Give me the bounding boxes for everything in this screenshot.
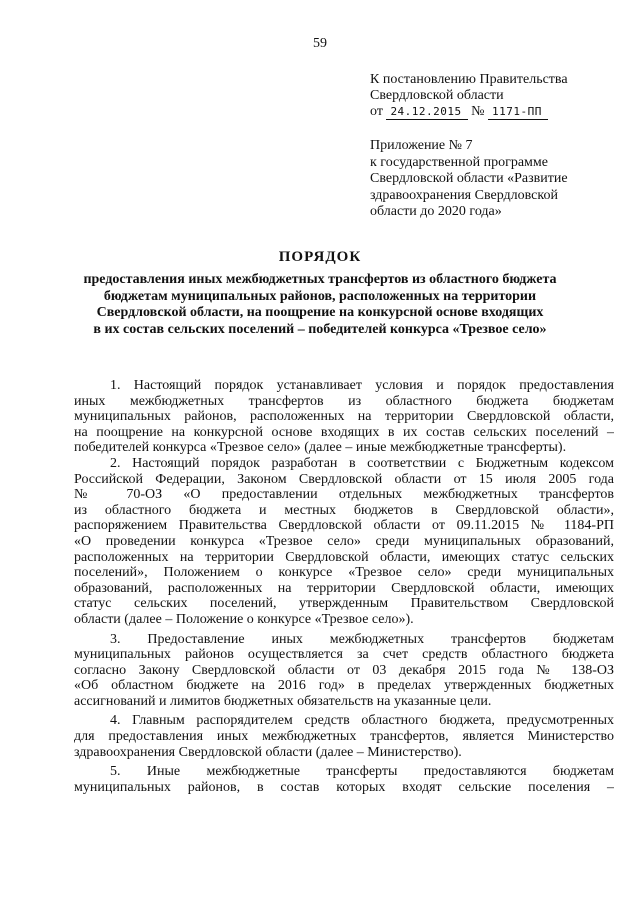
text-line: № 70-ОЗ «О предоставлении отдельных межбюджетных трансфертов bbox=[74, 487, 614, 503]
subtitle-line: Свердловской области, на поощрение на конкурсной основе входящих bbox=[96, 305, 544, 321]
appendix-line: к государственной программе bbox=[370, 154, 548, 170]
subtitle-line: бюджетам муниципальных районов, расположенных на территории bbox=[103, 288, 537, 304]
paragraph-4 bbox=[74, 713, 614, 760]
number-prefix: № bbox=[471, 104, 485, 119]
text-line: распоряжением Правительства Свердловской области от 09.11.2015 № 1184-РП bbox=[74, 518, 614, 534]
text-line: из областного бюджета и местных бюджетов в Свердловской области», bbox=[74, 502, 614, 518]
text-line: здравоохранения Свердловской области (далее – Министерство). bbox=[74, 744, 462, 760]
paragraph-5 bbox=[74, 764, 614, 795]
appendix-line: Свердловской области «Развитие bbox=[370, 171, 568, 186]
paragraph-3 bbox=[74, 632, 614, 710]
text-line: 4. Главным распорядителем средств областного бюджета, предусмотренных bbox=[110, 713, 614, 729]
page-number: 59 bbox=[313, 36, 327, 51]
text-line: «Об областном бюджете на 2016 год» в пределах утвержденных бюджетных bbox=[74, 678, 614, 694]
text-line: ассигнований и лимитов бюджетных обязательств на указанные цели. bbox=[74, 693, 492, 709]
approval-date-row bbox=[370, 104, 630, 120]
subtitle-line: предоставления иных межбюджетных трансфертов из областного бюджета bbox=[83, 272, 557, 287]
appendix-line: области до 2020 года» bbox=[370, 204, 502, 219]
document-title: ПОРЯДОК bbox=[278, 249, 362, 265]
date-prefix: от bbox=[370, 104, 383, 119]
text-line: муниципальных районов осуществляется за счет средств областного бюджета bbox=[74, 647, 614, 663]
text-line: 3. Предоставление иных межбюджетных трансфертов бюджетам bbox=[110, 631, 614, 647]
approval-block bbox=[370, 72, 630, 120]
text-line: поселений», Положением о конкурсе «Трезвое село» среди муниципальных bbox=[74, 565, 614, 581]
text-line: на поощрение на конкурсной основе входящих в их состав сельских поселений – bbox=[74, 424, 614, 440]
approval-line-2: Свердловской области bbox=[370, 88, 504, 103]
text-line: 1. Настоящий порядок устанавливает условия и порядок предоставления bbox=[110, 378, 614, 393]
appendix-block bbox=[370, 138, 632, 221]
appendix-line: Приложение № 7 bbox=[370, 138, 473, 153]
text-line: расположенных на территории Свердловской области, имеющих статус сельских bbox=[74, 549, 614, 565]
text-line: иных межбюджетных трансфертов из областного бюджета бюджетам bbox=[74, 393, 614, 409]
text-line: муниципальных районов, расположенных на территории Свердловской области, bbox=[74, 409, 614, 425]
text-line: статус сельских поселений, утвержденным Правительством Свердловской bbox=[74, 596, 614, 612]
paragraph-1 bbox=[74, 378, 614, 456]
text-line: 5. Иные межбюджетные трансферты предоставляются бюджетам bbox=[110, 764, 614, 780]
text-line: «О проведении конкурса «Трезвое село» среди муниципальных образований, bbox=[74, 533, 614, 549]
document-body bbox=[74, 378, 614, 795]
text-line: области (далее – Положение о конкурсе «Трезвое село»). bbox=[74, 611, 414, 627]
text-line: согласно Закону Свердловской области от 03 декабря 2015 года № 138-ОЗ bbox=[74, 662, 614, 678]
text-line: образований, расположенных на территории Свердловской области, имеющих bbox=[74, 580, 614, 596]
text-line: 2. Настоящий порядок разработан в соответствии с Бюджетным кодексом bbox=[110, 455, 614, 471]
text-line: победителей конкурса «Трезвое село» (далее – иные межбюджетные трансферты). bbox=[74, 440, 567, 456]
subtitle-line: в их состав сельских поселений – победителей конкурса «Трезвое село» bbox=[93, 322, 547, 338]
text-line: для предоставления иных межбюджетных трансфертов, является Министерство bbox=[74, 729, 614, 745]
resolution-number: 1171-ПП bbox=[488, 105, 548, 120]
text-line: муниципальных районов, в состав которых входят сельские поселения – bbox=[74, 779, 614, 795]
approval-line-1: К постановлению Правительства bbox=[370, 72, 568, 87]
text-line: Российской Федерации, Законом Свердловской области от 15 июля 2005 года bbox=[74, 471, 614, 487]
resolution-date: 24.12.2015 bbox=[386, 105, 467, 120]
paragraph-2 bbox=[74, 456, 614, 628]
document-subtitle bbox=[40, 272, 600, 339]
appendix-line: здравоохранения Свердловской bbox=[370, 187, 558, 203]
